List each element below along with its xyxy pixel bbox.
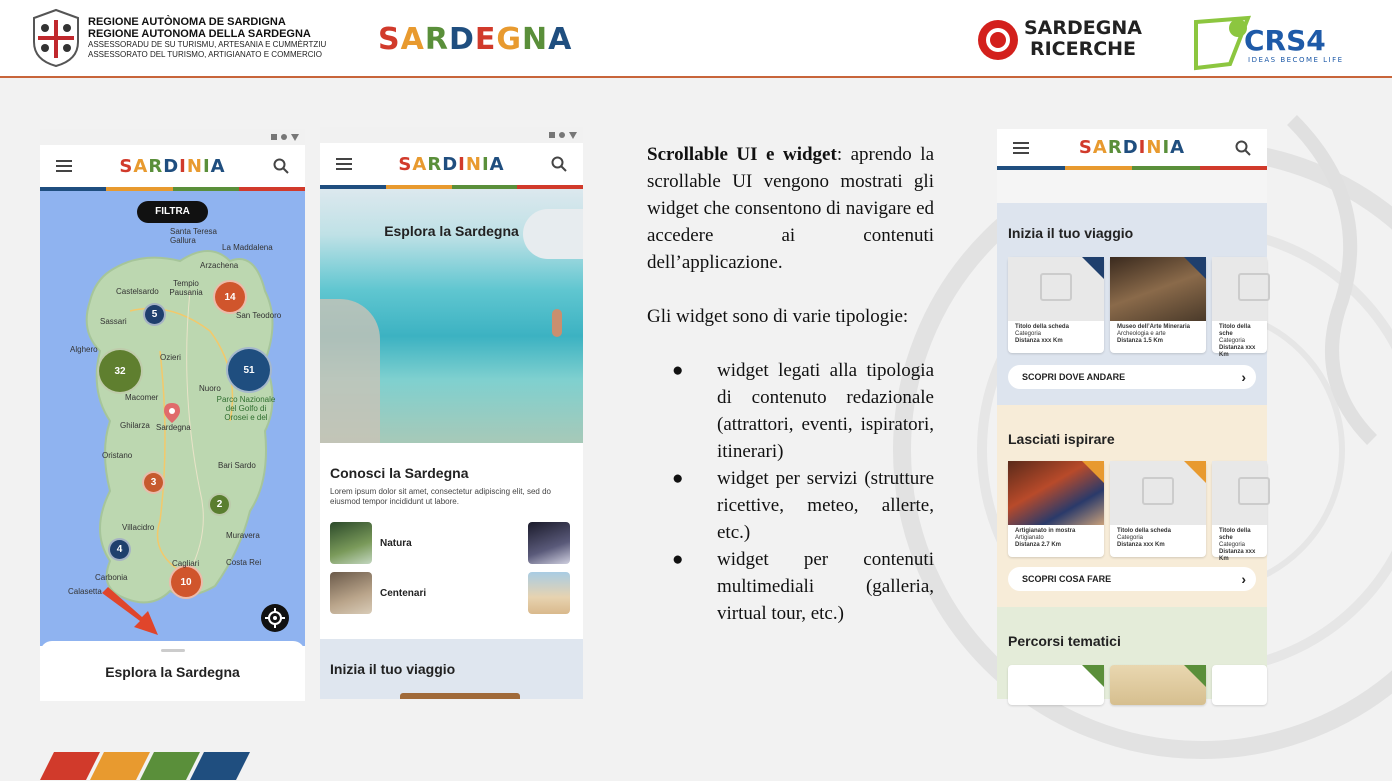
place-label: Oristano	[102, 451, 133, 460]
card-category: Categoria	[1015, 331, 1042, 337]
bullet-icon: ●	[672, 549, 684, 570]
sardegna-logo	[378, 22, 572, 57]
decorative-stripes	[40, 752, 250, 780]
place-label: Costa Rei	[226, 558, 262, 567]
card-corner-badge	[1184, 257, 1206, 279]
place-label: Bari Sardo	[218, 461, 256, 470]
brand-letter: A	[1170, 137, 1186, 158]
category-thumbnail	[330, 522, 372, 564]
place-label: San Teodoro	[236, 311, 282, 320]
location-pin-icon	[164, 403, 180, 423]
card-corner-badge	[1184, 665, 1206, 687]
widget-title: Lasciati ispirare	[1008, 431, 1115, 447]
place-label: Ozieri	[160, 353, 181, 362]
brand-letter: A	[133, 155, 149, 177]
ras-line4: ASSESSORATO DEL TURISMO, ARTIGIANATO E COMMERCIO	[88, 50, 322, 59]
widget-lasciati-ispirare	[997, 405, 1267, 607]
content-card[interactable]	[1110, 257, 1206, 353]
map-cluster[interactable]: 51	[226, 347, 272, 393]
app-bar	[320, 143, 583, 185]
brand-letter: A	[548, 22, 573, 57]
bottom-sheet[interactable]	[40, 641, 305, 701]
sardegna-ricerche-text	[1024, 18, 1142, 60]
list-item	[647, 546, 934, 627]
place-label: La Maddalena	[222, 243, 273, 252]
card-distance: Distanza xxx Km	[1117, 542, 1165, 548]
widget-title: Percorsi tematici	[1008, 633, 1121, 649]
card-category: Artigianato	[1015, 535, 1044, 541]
place-label: Parco Nazionale del Golfo di Orosei e del	[216, 395, 276, 422]
brand-letter: R	[1107, 137, 1123, 158]
brand-letter: G	[496, 22, 522, 57]
section-text: Lorem ipsum dolor sit amet, consectetur adipiscing elit, sed do eiusmod tempor incididunt ut labore.	[330, 487, 551, 506]
category-thumbnail	[330, 572, 372, 614]
search-icon[interactable]	[273, 158, 289, 174]
menu-icon[interactable]	[1013, 142, 1029, 154]
card-corner-badge	[1082, 257, 1104, 279]
card-title: Titolo della sche	[1219, 528, 1251, 541]
card-title: Titolo della scheda	[1117, 528, 1171, 534]
scopri-cosa-fare-button[interactable]	[1008, 567, 1256, 591]
app-bar	[40, 145, 305, 187]
place-label: Arzachena	[200, 261, 239, 270]
sr-line1: SARDEGNA	[1024, 17, 1142, 39]
brand-letter: S	[1078, 137, 1093, 158]
widget-percorsi-tematici	[997, 607, 1267, 699]
place-label: Castelsardo	[116, 287, 159, 296]
map-cluster[interactable]: 4	[108, 538, 131, 561]
category-thumbnail[interactable]	[528, 572, 570, 614]
place-label: Carbonia	[95, 573, 128, 582]
search-icon[interactable]	[551, 156, 567, 172]
menu-icon[interactable]	[56, 160, 72, 172]
brand-letter: I	[179, 155, 187, 177]
brand-letter: R	[427, 153, 443, 175]
list-item-text: widget per servizi (strutture ricettive, meteo, allerte, etc.)	[717, 468, 934, 543]
list-item-text: widget per contenuti multimediali (galleria, virtual tour, etc.)	[717, 549, 934, 624]
place-label: Macomer	[125, 393, 159, 402]
brand-letter: A	[412, 153, 428, 175]
bottom-sheet-title: Esplora la Sardegna	[105, 664, 240, 680]
hero-rock	[320, 299, 380, 443]
content-card[interactable]	[1110, 461, 1206, 557]
phone-explore-screen	[320, 127, 583, 697]
brand-letter: A	[489, 153, 505, 175]
place-label: Muravera	[226, 531, 260, 540]
crs4-tagline: IDEAS BECOME LIFE	[1248, 56, 1344, 64]
scopri-dove-andare-button[interactable]	[1008, 365, 1256, 389]
crosshair-icon	[261, 604, 289, 632]
conosci-section	[330, 465, 566, 507]
locate-me-button[interactable]	[261, 604, 289, 632]
place-label: Villacidro	[122, 523, 155, 532]
card-distance: Distanza xxx Km	[1015, 338, 1063, 344]
card-corner-badge	[1082, 461, 1104, 483]
ras-line1: REGIONE AUTÒNOMA DE SARDIGNA	[88, 16, 286, 28]
search-icon[interactable]	[1235, 140, 1251, 156]
card-category: Categoria	[1117, 535, 1144, 541]
crs4-logo	[1186, 14, 1368, 70]
card-title: Artigianato in mostra	[1015, 528, 1076, 534]
content-card[interactable]	[1212, 257, 1267, 358]
chevron-right-icon: ›	[1241, 571, 1246, 587]
brand-letter: I	[1138, 137, 1147, 158]
list-item	[647, 465, 934, 546]
brand-letter: I	[202, 155, 211, 177]
ras-line3: ASSESSORADU DE SU TURISMU, ARTESANIA E CUMMÈRTZIU	[88, 40, 327, 49]
brand-logo	[119, 156, 225, 177]
category-item[interactable]	[330, 572, 426, 614]
brand-text	[1079, 137, 1185, 158]
brand-letter: N	[465, 153, 482, 175]
menu-icon[interactable]	[336, 158, 352, 170]
header-banner	[0, 0, 1392, 78]
brand-letter: D	[442, 153, 459, 175]
map-cluster[interactable]: 3	[142, 471, 165, 494]
intro-bold: Scrollable UI e widget	[647, 144, 837, 165]
status-bar	[40, 129, 305, 145]
brand-letter: I	[1162, 137, 1171, 158]
phone-widgets-screen	[997, 129, 1267, 699]
brand-text	[378, 22, 572, 57]
hero-person	[552, 309, 562, 337]
list-item-text: widget legati alla tipologia di contenuto redazionale (attrattori, eventi, ispiratori, itinerari)	[717, 360, 934, 462]
map-cluster[interactable]: 32	[97, 348, 143, 394]
bullet-icon: ●	[672, 360, 684, 381]
content-card[interactable]	[1008, 665, 1104, 705]
map-view[interactable]	[40, 191, 305, 646]
brand-letter: D	[163, 155, 180, 177]
card-category: Archeologia e arte	[1117, 331, 1166, 337]
card-distance: Distanza xxx Km	[1219, 549, 1256, 562]
map-cluster[interactable]: 10	[169, 565, 203, 599]
sardegna-ricerche-sun-icon	[976, 18, 1020, 62]
brand-logo	[398, 154, 504, 175]
card-distance: Distanza 2.7 Km	[1015, 542, 1062, 548]
map-cluster[interactable]: 5	[143, 303, 166, 326]
place-label: Calasetta	[68, 587, 102, 596]
widget-title: Inizia il tuo viaggio	[1008, 225, 1134, 241]
card-distance: Distanza xxx Km	[1219, 345, 1256, 358]
chevron-right-icon: ›	[1241, 369, 1246, 385]
ras-line2: REGIONE AUTONOMA DELLA SARDEGNA	[88, 28, 311, 40]
category-thumbnail[interactable]	[528, 522, 570, 564]
color-strip	[997, 166, 1267, 170]
brand-letter: R	[424, 22, 449, 57]
category-label: Centenari	[380, 587, 427, 599]
place-label: Alghero	[70, 345, 98, 354]
crs4-name: CRS4	[1244, 24, 1326, 57]
widget-type-list	[647, 357, 934, 627]
brand-letter: A	[1092, 137, 1108, 158]
brand-letter: S	[398, 153, 413, 175]
place-label: Santa Teresa Gallura	[170, 227, 217, 245]
content-card[interactable]	[1212, 461, 1267, 562]
bullet-icon: ●	[672, 468, 684, 489]
ras-coat-of-arms-icon	[28, 8, 84, 68]
brand-letter: N	[1146, 137, 1163, 158]
card-title: Titolo della scheda	[1015, 324, 1069, 330]
list-item	[647, 357, 934, 465]
cta-label: SCOPRI DOVE ANDARE	[1022, 372, 1126, 382]
intro-paragraph	[647, 141, 934, 276]
brand-letter: S	[119, 155, 134, 177]
brand-letter: I	[481, 153, 490, 175]
brand-text	[398, 154, 504, 175]
map-cluster[interactable]: 2	[208, 493, 231, 516]
place-label: Nuoro	[199, 384, 221, 393]
brand-letter: A	[400, 22, 425, 57]
hero-image	[320, 189, 583, 443]
inizia-strip	[320, 639, 583, 699]
brand-letter: N	[186, 155, 203, 177]
category-label: Natura	[380, 537, 412, 549]
filter-button[interactable]: FILTRA	[137, 201, 208, 223]
intro-rest: : aprendo la scrollable UI vengono mostrati gli widget che consentono di navigare ed accedere ai contenuti dell’applicazione.	[647, 144, 934, 273]
category-item[interactable]	[330, 522, 412, 564]
phone-map-screen	[40, 129, 305, 698]
drag-handle[interactable]	[161, 649, 185, 652]
card-title: Museo dell’Arte Mineraria	[1117, 324, 1191, 330]
card-image-placeholder	[1212, 461, 1267, 525]
brand-text	[119, 156, 225, 177]
place-label: Tempio Pausania	[169, 279, 203, 297]
brand-letter: N	[521, 22, 549, 57]
content-card[interactable]	[1110, 665, 1206, 705]
card-category: Categoria	[1219, 338, 1246, 344]
brand-letter: S	[378, 22, 401, 57]
content-card[interactable]	[1008, 257, 1104, 353]
widget-inizia-viaggio	[997, 203, 1267, 405]
content-card[interactable]	[1008, 461, 1104, 557]
brand-letter: D	[448, 22, 475, 57]
cta-label: SCOPRI COSA FARE	[1022, 574, 1112, 584]
card-distance: Distanza 1.5 Km	[1117, 338, 1164, 344]
app-bar	[997, 129, 1267, 166]
brand-letter: A	[210, 155, 226, 177]
card-corner-badge	[1184, 461, 1206, 483]
content-card[interactable]	[1212, 665, 1267, 705]
section-title: Conosci la Sardegna	[330, 465, 469, 481]
brand-letter: R	[148, 155, 164, 177]
place-label: Ghilarza	[120, 421, 150, 430]
hero-title: Esplora la Sardegna	[384, 223, 519, 239]
card-image-placeholder	[1212, 257, 1267, 321]
card-category: Categoria	[1219, 542, 1246, 548]
place-label: Cagliari	[172, 559, 200, 568]
card-corner-badge	[1082, 665, 1104, 687]
place-label: Sassari	[100, 317, 127, 326]
place-label: Sardegna	[156, 423, 191, 432]
types-paragraph: Gli widget sono di varie tipologie:	[647, 306, 909, 327]
ras-text-block	[88, 16, 326, 60]
brand-logo	[1079, 137, 1185, 158]
next-section-title: Inizia il tuo viaggio	[330, 661, 456, 677]
map-cluster[interactable]: 14	[213, 280, 247, 314]
card-peek	[400, 693, 520, 699]
sr-line2: RICERCHE	[1029, 38, 1137, 60]
status-bar	[320, 127, 583, 143]
brand-letter: I	[458, 153, 466, 175]
brand-letter: E	[474, 22, 497, 57]
card-title: Titolo della sche	[1219, 324, 1251, 337]
description-text	[647, 141, 934, 627]
brand-letter: D	[1122, 137, 1139, 158]
